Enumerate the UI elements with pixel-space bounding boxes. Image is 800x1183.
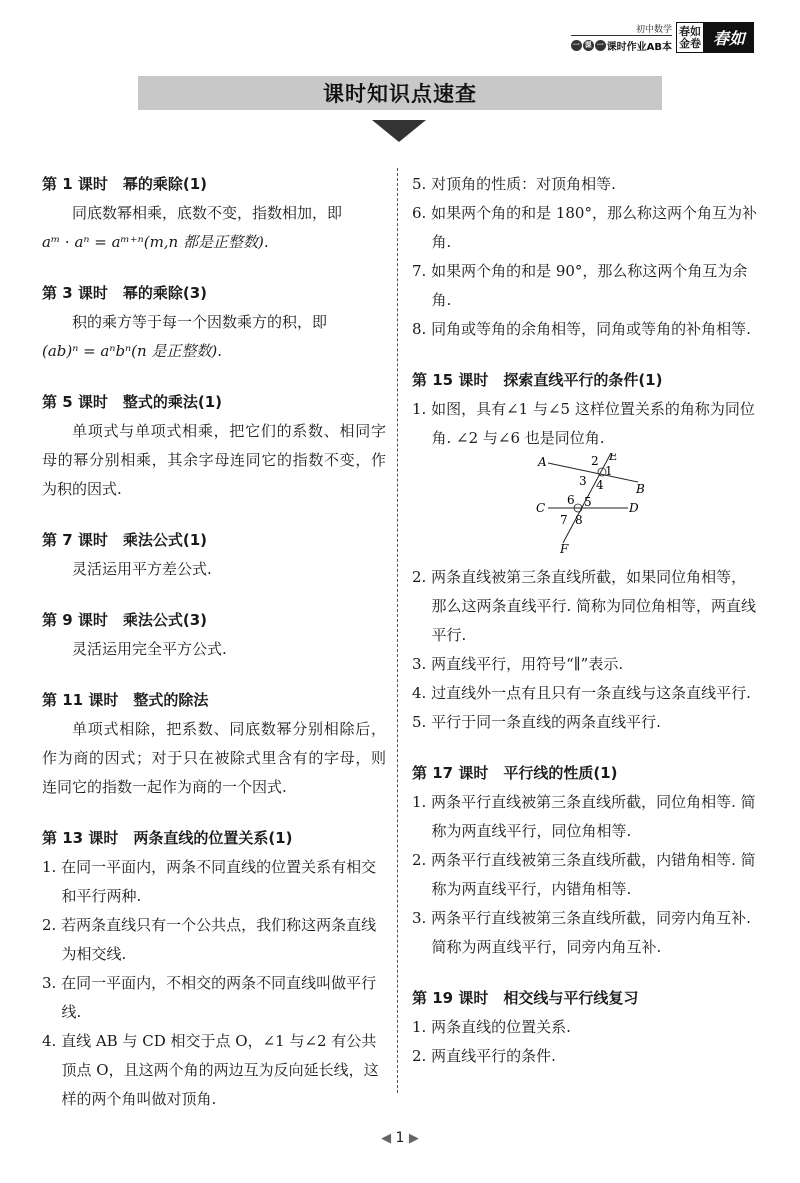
section-lesson-7: [42, 526, 386, 584]
list-item: 4. 过直线外一点有且只有一条直线与这条直线平行.: [412, 684, 751, 702]
angle-7: 7: [560, 513, 568, 527]
list-item: 3. 两直线平行，用符号“∥”表示.: [412, 655, 624, 673]
section-heading: 第 13 课时 两条直线的位置关系(1): [42, 829, 293, 847]
list-item: 5. 平行于同一条直线的两条直线平行.: [412, 713, 661, 731]
section-lesson-13: [42, 824, 386, 1114]
left-column: [42, 170, 386, 1136]
header-brand-top: 春如: [679, 24, 701, 38]
section-heading: 第 5 课时 整式的乘法(1): [42, 393, 223, 411]
list-item: 2. 两条平行直线被第三条直线所截，内错角相等. 简称为两直线平行，内错角相等.: [412, 851, 756, 898]
angle-3: 3: [579, 474, 587, 488]
label-d: D: [629, 501, 639, 515]
page-title: 课时知识点速查: [323, 82, 477, 106]
section-paragraph: 灵活运用平方差公式.: [72, 560, 212, 578]
label-a: A: [538, 455, 547, 469]
column-divider: [397, 168, 398, 1093]
section-lesson-1: [42, 170, 386, 257]
list-item: 3. 两条平行直线被第三条直线所截，同旁内角互补. 简称为两直线平行，同旁内角互补.: [412, 909, 751, 956]
page-number: 1: [395, 1130, 405, 1146]
section-paragraph: 单项式相除，把系数、同底数幂分别相除后，作为商的因式；对于只在被除式里含有的字母，则连同它的指数一起作为商的一个因式.: [42, 720, 386, 796]
header-series-line: [571, 35, 672, 53]
section-formula: (ab)ⁿ = aⁿbⁿ(n 是正整数).: [42, 342, 223, 360]
label-e: E: [609, 453, 618, 463]
title-arrow-decoration: [372, 120, 426, 142]
section-heading: 第 17 课时 平行线的性质(1): [412, 764, 618, 782]
prev-page-icon: ◀: [381, 1131, 392, 1146]
page-title-bar: [138, 76, 662, 110]
section-heading: 第 15 课时 探索直线平行的条件(1): [412, 371, 663, 389]
next-page-icon: ▶: [408, 1131, 419, 1146]
list-item: 2. 两直线平行的条件.: [412, 1047, 556, 1065]
section-formula: aᵐ · aⁿ = aᵐ⁺ⁿ(m,n 都是正整数).: [42, 233, 269, 251]
list-item: 5. 对顶角的性质：对顶角相等.: [412, 175, 616, 193]
list-item: 7. 如果两个角的和是 90°，那么称这两个角互为余角.: [412, 262, 748, 309]
header-subject: 初中数学: [635, 25, 672, 35]
section-heading: 第 9 课时 乘法公式(3): [42, 611, 208, 629]
brand-logo-text: 春如: [712, 29, 745, 48]
section-lesson-19: [412, 984, 758, 1071]
list-item: 1. 两条平行直线被第三条直线所截，同位角相等. 简称为两直线平行，同位角相等.: [412, 793, 756, 840]
corresponding-angles-figure: [412, 453, 758, 553]
section-paragraph: 灵活运用完全平方公式.: [72, 640, 227, 658]
label-c: C: [536, 501, 546, 515]
section-lesson-15: [412, 366, 758, 737]
list-item: 1. 在同一平面内，两条不同直线的位置关系有相交和平行两种.: [42, 858, 377, 905]
section-heading: 第 7 课时 乘法公式(1): [42, 531, 208, 549]
section-lesson-3: [42, 279, 386, 366]
brand-logo: [704, 22, 754, 53]
list-item: 3. 在同一平面内，不相交的两条不同直线叫做平行线.: [42, 974, 377, 1021]
section-paragraph: 积的乘方等于每一个因数乘方的积，即: [72, 313, 328, 331]
header-pill: 一: [596, 41, 604, 49]
angle-4: 4: [596, 478, 604, 492]
angle-8: 8: [575, 513, 583, 527]
section-lesson-11: [42, 686, 386, 802]
section-heading: 第 1 课时 幂的乘除(1): [42, 175, 208, 193]
list-item: 1. 两条直线的位置关系.: [412, 1018, 571, 1036]
header-pill: 课: [584, 41, 592, 49]
section-paragraph: 同底数幂相乘，底数不变，指数相加，即: [72, 204, 343, 222]
right-column: [412, 170, 758, 1093]
section-heading: 第 19 课时 相交线与平行线复习: [412, 989, 639, 1007]
page-header: [571, 22, 754, 53]
list-item: 4. 直线 AB 与 CD 相交于点 O，∠1 与∠2 有公共顶点 O，且这两个角的两边互为反向延长线，这样的两个角叫做对顶角.: [42, 1032, 379, 1108]
list-item: 6. 如果两个角的和是 180°，那么称这两个角互为补角.: [412, 204, 757, 251]
section-paragraph: 单项式与单项式相乘，把它们的系数、相同字母的幂分别相乘，其余字母连同它的指数不变，作为积的因式.: [42, 422, 386, 498]
angle-1: 1: [605, 464, 613, 478]
section-lesson-9: [42, 606, 386, 664]
header-brand-box: [676, 22, 704, 53]
list-item: 8. 同角或等角的余角相等，同角或等角的补角相等.: [412, 320, 751, 338]
list-item: 2. 两条直线被第三条直线所截，如果同位角相等，那么这两条直线平行. 简称为同位角相等，两直线平行.: [412, 568, 757, 644]
section-lesson-5: [42, 388, 386, 504]
angle-2: 2: [591, 454, 599, 468]
header-text: [571, 22, 672, 53]
list-item: 1. 如图，具有∠1 与∠5 这样位置关系的角称为同位角. ∠2 与∠6 也是同位角.: [412, 400, 755, 447]
angle-5: 5: [584, 495, 592, 509]
section-heading: 第 3 课时 幂的乘除(3): [42, 284, 208, 302]
header-series: 课时作业AB本: [606, 42, 672, 53]
label-b: B: [636, 482, 645, 496]
label-f: F: [560, 542, 569, 553]
header-pill: 一: [572, 41, 580, 49]
header-brand-bottom: 金卷: [679, 36, 701, 50]
angle-6: 6: [567, 493, 575, 507]
section-heading: 第 11 课时 整式的除法: [42, 691, 209, 709]
page-footer: [0, 1130, 800, 1146]
section-lesson-13-continued: [412, 170, 758, 344]
list-item: 2. 若两条直线只有一个公共点，我们称这两条直线为相交线.: [42, 916, 377, 963]
section-lesson-17: [412, 759, 758, 962]
